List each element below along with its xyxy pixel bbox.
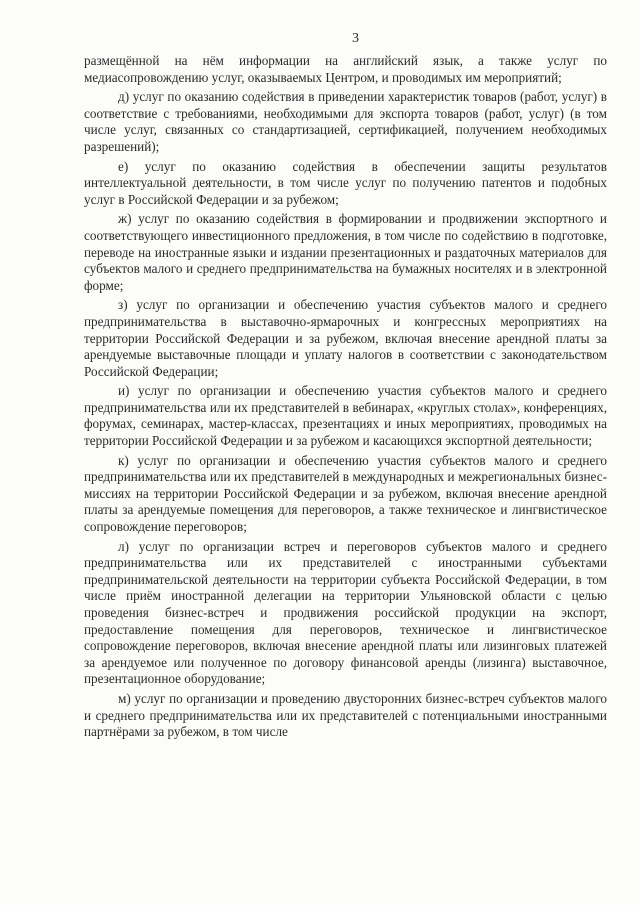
paragraph-m: м) услуг по организации и проведению двусторонних бизнес-встреч субъектов малого и среднего предпринимательства или их представителей с потенциальными иностранными партнёрами за рубежом, в том числе	[84, 690, 607, 740]
paragraph-intro: размещённой на нём информации на английский язык, а также услуг по медиасопровождению услуг, оказываемых Центром, и проводимых им мероприятий;	[84, 53, 607, 85]
document-body	[84, 53, 607, 741]
paragraph-zh: ж) услуг по оказанию содействия в формировании и продвижении экспортного и соответствующего инвестиционного предложения, в том числе по содействию в подготовке, переводе на иностранные языки и издании презентационных и раздаточных материалов для субъектов малого и среднего предпринимательства на бумажных носителях и в электронной форме;	[84, 211, 607, 293]
paragraph-l: л) услуг по организации встреч и переговоров субъектов малого и среднего предпринимательства или их представителей с иностранными субъектами предпринимательской деятельности на территории субъекта Российской Федерации, в том числе приём иностранной делегации на территории Ульяновской области с целью проведения бизнес-встреч и продвижения российской продукции на экспорт, предоставление помещения для переговоров, техническое и лингвистическое сопровождение переговоров, включая внесение арендной платы или лизинговых платежей за арендуемое или полученное по договору финансовой аренды (лизинга) выставочное, презентационное оборудование;	[84, 538, 607, 687]
paragraph-k: к) услуг по организации и обеспечению участия субъектов малого и среднего предпринимательства или их представителей в международных и межрегиональных бизнес-миссиях на территории Российской Федерации и за рубежом, включая внесение арендной платы за арендуемые помещения для переговоров, а также техническое и лингвистическое сопровождение переговоров;	[84, 452, 607, 535]
paragraph-z: з) услуг по организации и обеспечению участия субъектов малого и среднего предпринимательства в выставочно-ярмарочных и конгрессных мероприятиях на территории Российской Федерации и за рубежом, включая внесение арендной платы за арендуемые выставочные площади и уплату налогов в соответствии с законодательством Российской Федерации;	[84, 297, 607, 379]
paragraph-i: и) услуг по организации и обеспечению участия субъектов малого и среднего предпринимательства или их представителей в вебинарах, «круглых столах», конференциях, форумах, семинарах, мастер-классах, презентациях и иных мероприятиях, проводимых на территории Российской Федерации и за рубежом и касающихся экспортной деятельности;	[84, 383, 607, 449]
paragraph-e: е) услуг по оказанию содействия в обеспечении защиты результатов интеллектуальной деятельности, в том числе услуг по получению патентов и подобных услуг в Российской Федерации и за рубежом;	[84, 158, 607, 207]
paragraph-d: д) услуг по оказанию содействия в приведении характеристик товаров (работ, услуг) в соответствие с требованиями, необходимыми для экспорта товаров (работ, услуг) (в том числе услуг, связанных со стандартизацией, сертификацией, получением необходимых разрешений);	[84, 89, 607, 154]
page-number: 3	[352, 31, 359, 46]
